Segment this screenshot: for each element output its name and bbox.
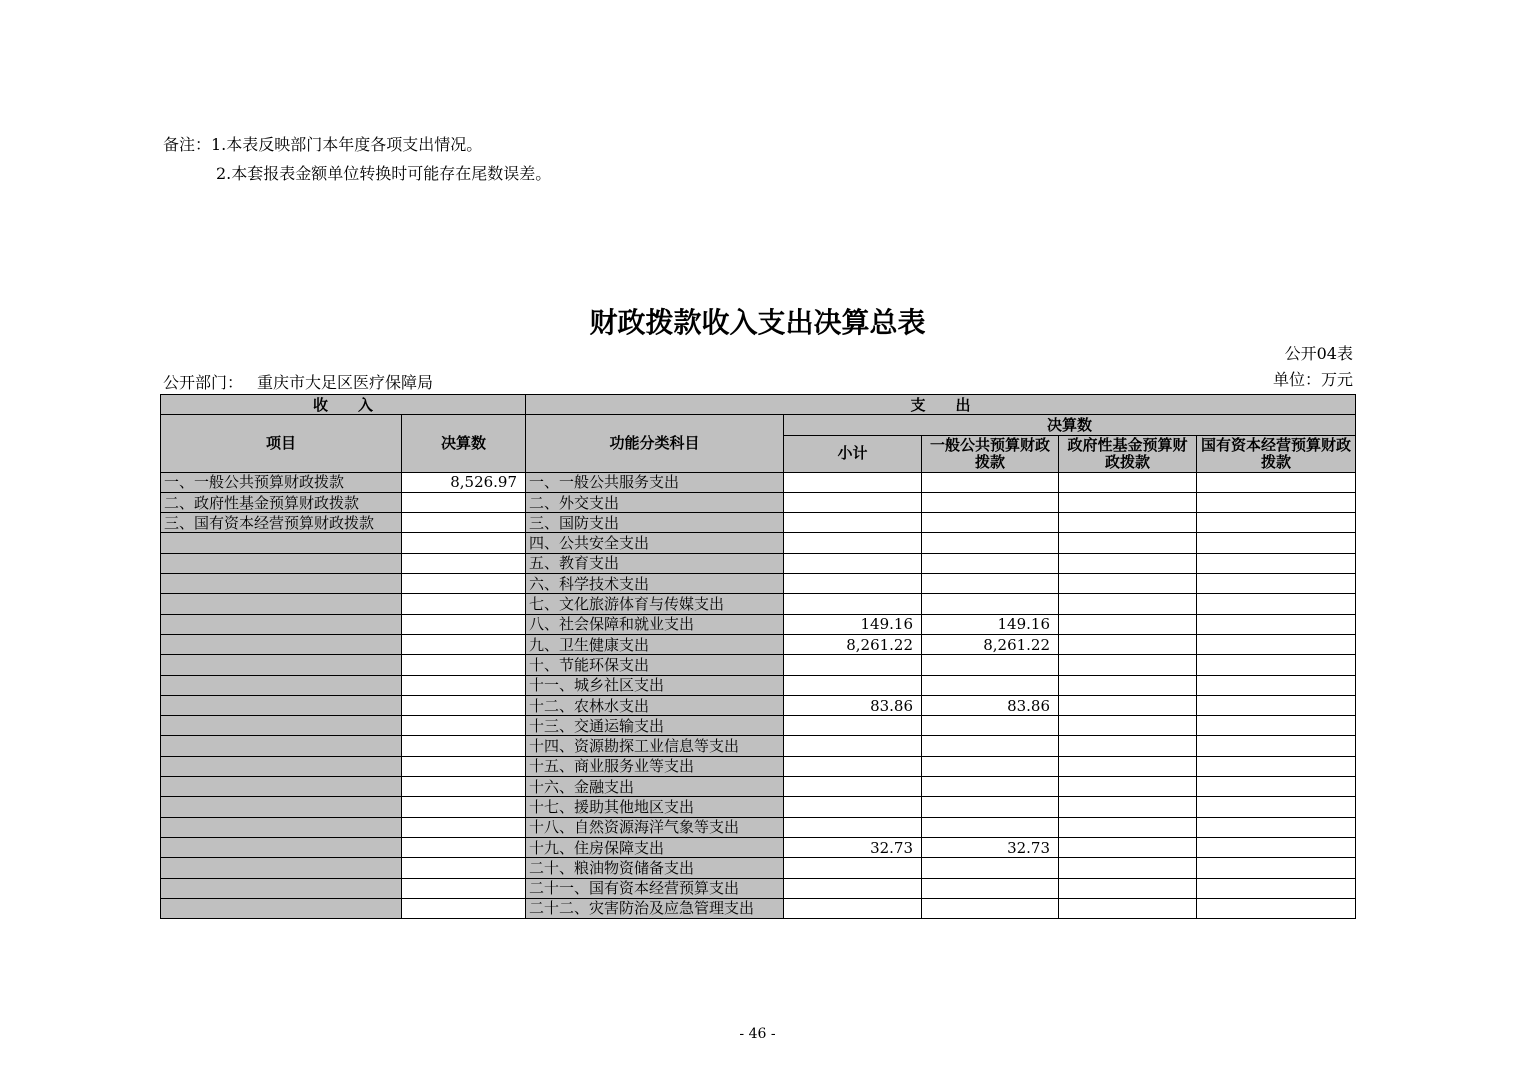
state-capital-cell [1197, 472, 1356, 492]
general-budget-cell [922, 797, 1059, 817]
header-income: 收 入 [161, 395, 526, 415]
table-row [161, 594, 1356, 614]
income-item-cell [161, 756, 402, 776]
table-row [161, 472, 1356, 492]
general-budget-cell: 8,261.22 [922, 634, 1059, 654]
table-row [161, 553, 1356, 573]
state-capital-cell [1197, 675, 1356, 695]
department-line [163, 373, 433, 393]
state-capital-cell [1197, 797, 1356, 817]
income-amount-cell [402, 553, 526, 573]
income-item-cell [161, 777, 402, 797]
category-cell: 五、教育支出 [526, 553, 784, 573]
header-state-capital: 国有资本经营预算财政拨款 [1197, 435, 1356, 472]
state-capital-cell [1197, 634, 1356, 654]
income-amount-cell [402, 797, 526, 817]
table-row [161, 614, 1356, 634]
state-capital-cell [1197, 574, 1356, 594]
general-budget-cell [922, 574, 1059, 594]
gov-fund-cell [1059, 574, 1197, 594]
income-amount-cell [402, 736, 526, 756]
income-item-cell [161, 675, 402, 695]
table-row [161, 675, 1356, 695]
state-capital-cell [1197, 533, 1356, 553]
subtotal-cell [784, 716, 922, 736]
category-cell: 八、社会保障和就业支出 [526, 614, 784, 634]
category-cell: 三、国防支出 [526, 513, 784, 533]
table-row [161, 634, 1356, 654]
category-cell: 十一、城乡社区支出 [526, 675, 784, 695]
gov-fund-cell [1059, 614, 1197, 634]
income-amount-cell: 8,526.97 [402, 472, 526, 492]
gov-fund-cell [1059, 756, 1197, 776]
general-budget-cell [922, 553, 1059, 573]
subtotal-cell [784, 736, 922, 756]
income-item-cell [161, 553, 402, 573]
general-budget-cell [922, 878, 1059, 898]
state-capital-cell [1197, 594, 1356, 614]
income-amount-cell [402, 513, 526, 533]
gov-fund-cell [1059, 634, 1197, 654]
category-cell: 六、科学技术支出 [526, 574, 784, 594]
gov-fund-cell [1059, 777, 1197, 797]
state-capital-cell [1197, 553, 1356, 573]
header-row-2 [161, 415, 1356, 435]
gov-fund-cell [1059, 797, 1197, 817]
income-item-cell: 二、政府性基金预算财政拨款 [161, 492, 402, 512]
category-cell: 十八、自然资源海洋气象等支出 [526, 817, 784, 837]
table-row [161, 655, 1356, 675]
income-item-cell [161, 634, 402, 654]
state-capital-cell [1197, 777, 1356, 797]
subtotal-cell [784, 675, 922, 695]
income-amount-cell [402, 574, 526, 594]
general-budget-cell [922, 513, 1059, 533]
state-capital-cell [1197, 492, 1356, 512]
note-line-2: 2.本套报表金额单位转换时可能存在尾数误差。 [216, 164, 552, 183]
subtotal-cell [784, 594, 922, 614]
table-row [161, 777, 1356, 797]
form-number: 公开04表 [1284, 344, 1353, 363]
general-budget-cell: 83.86 [922, 695, 1059, 715]
table-row [161, 898, 1356, 918]
subtotal-cell [784, 574, 922, 594]
income-item-cell [161, 574, 402, 594]
income-item-cell [161, 858, 402, 878]
table-row [161, 858, 1356, 878]
header-gov-fund: 政府性基金预算财政拨款 [1059, 435, 1197, 472]
subtotal-cell [784, 858, 922, 878]
category-cell: 十三、交通运输支出 [526, 716, 784, 736]
gov-fund-cell [1059, 513, 1197, 533]
category-cell: 二、外交支出 [526, 492, 784, 512]
income-amount-cell [402, 777, 526, 797]
department-value: 重庆市大足区医疗保障局 [257, 373, 434, 392]
table-row [161, 695, 1356, 715]
category-cell: 九、卫生健康支出 [526, 634, 784, 654]
income-amount-cell [402, 655, 526, 675]
gov-fund-cell [1059, 472, 1197, 492]
category-cell: 十七、援助其他地区支出 [526, 797, 784, 817]
income-item-cell [161, 898, 402, 918]
subtotal-cell [784, 472, 922, 492]
income-item-cell [161, 837, 402, 857]
state-capital-cell [1197, 614, 1356, 634]
category-cell: 十五、商业服务业等支出 [526, 756, 784, 776]
category-cell: 十二、农林水支出 [526, 695, 784, 715]
gov-fund-cell [1059, 695, 1197, 715]
header-final-amount: 决算数 [784, 415, 1356, 435]
page-title: 财政拨款收入支出决算总表 [589, 306, 926, 339]
state-capital-cell [1197, 513, 1356, 533]
subtotal-cell: 32.73 [784, 837, 922, 857]
state-capital-cell [1197, 898, 1356, 918]
gov-fund-cell [1059, 898, 1197, 918]
income-item-cell [161, 878, 402, 898]
income-amount-cell [402, 594, 526, 614]
header-row-1 [161, 395, 1356, 415]
category-cell: 七、文化旅游体育与传媒支出 [526, 594, 784, 614]
income-item-cell [161, 594, 402, 614]
category-cell: 一、一般公共服务支出 [526, 472, 784, 492]
income-amount-cell [402, 756, 526, 776]
general-budget-cell [922, 472, 1059, 492]
table-row [161, 837, 1356, 857]
state-capital-cell [1197, 878, 1356, 898]
header-general-budget: 一般公共预算财政拨款 [922, 435, 1059, 472]
general-budget-cell: 149.16 [922, 614, 1059, 634]
table-body [161, 472, 1356, 919]
income-amount-cell [402, 716, 526, 736]
state-capital-cell [1197, 756, 1356, 776]
gov-fund-cell [1059, 553, 1197, 573]
header-amount: 决算数 [402, 415, 526, 472]
general-budget-cell [922, 777, 1059, 797]
state-capital-cell [1197, 716, 1356, 736]
general-budget-cell: 32.73 [922, 837, 1059, 857]
subtotal-cell [784, 513, 922, 533]
header-item: 项目 [161, 415, 402, 472]
subtotal-cell: 8,261.22 [784, 634, 922, 654]
table-row [161, 574, 1356, 594]
subtotal-cell [784, 898, 922, 918]
subtotal-cell [784, 817, 922, 837]
general-budget-cell [922, 736, 1059, 756]
page-number: - 46 - [739, 1026, 776, 1042]
income-item-cell [161, 817, 402, 837]
subtotal-cell [784, 878, 922, 898]
state-capital-cell [1197, 695, 1356, 715]
table-row [161, 736, 1356, 756]
gov-fund-cell [1059, 594, 1197, 614]
gov-fund-cell [1059, 736, 1197, 756]
income-amount-cell [402, 492, 526, 512]
income-amount-cell [402, 614, 526, 634]
income-item-cell [161, 736, 402, 756]
state-capital-cell [1197, 736, 1356, 756]
state-capital-cell [1197, 837, 1356, 857]
gov-fund-cell [1059, 817, 1197, 837]
table-row [161, 492, 1356, 512]
table-row [161, 878, 1356, 898]
unit-label: 单位：万元 [1272, 370, 1353, 389]
general-budget-cell [922, 533, 1059, 553]
general-budget-cell [922, 716, 1059, 736]
state-capital-cell [1197, 817, 1356, 837]
department-label: 公开部门： [163, 373, 244, 392]
header-subtotal: 小计 [784, 435, 922, 472]
income-amount-cell [402, 634, 526, 654]
general-budget-cell [922, 858, 1059, 878]
income-amount-cell [402, 675, 526, 695]
category-cell: 四、公共安全支出 [526, 533, 784, 553]
header-expense: 支 出 [526, 395, 1356, 415]
state-capital-cell [1197, 655, 1356, 675]
income-amount-cell [402, 533, 526, 553]
category-cell: 十六、金融支出 [526, 777, 784, 797]
subtotal-cell: 83.86 [784, 695, 922, 715]
subtotal-cell: 149.16 [784, 614, 922, 634]
income-item-cell [161, 614, 402, 634]
gov-fund-cell [1059, 655, 1197, 675]
income-item-cell [161, 533, 402, 553]
gov-fund-cell [1059, 716, 1197, 736]
income-item-cell [161, 797, 402, 817]
category-cell: 二十、粮油物资储备支出 [526, 858, 784, 878]
income-item-cell: 一、一般公共预算财政拨款 [161, 472, 402, 492]
category-cell: 十、节能环保支出 [526, 655, 784, 675]
subtotal-cell [784, 553, 922, 573]
income-amount-cell [402, 898, 526, 918]
category-cell: 二十二、灾害防治及应急管理支出 [526, 898, 784, 918]
income-amount-cell [402, 878, 526, 898]
note-line-1: 备注：1.本表反映部门本年度各项支出情况。 [163, 135, 483, 154]
income-item-cell [161, 716, 402, 736]
table-row [161, 716, 1356, 736]
subtotal-cell [784, 777, 922, 797]
gov-fund-cell [1059, 675, 1197, 695]
income-item-cell [161, 695, 402, 715]
income-item-cell: 三、国有资本经营预算财政拨款 [161, 513, 402, 533]
table-row [161, 513, 1356, 533]
income-amount-cell [402, 837, 526, 857]
gov-fund-cell [1059, 533, 1197, 553]
gov-fund-cell [1059, 837, 1197, 857]
table-row [161, 533, 1356, 553]
category-cell: 十九、住房保障支出 [526, 837, 784, 857]
general-budget-cell [922, 655, 1059, 675]
general-budget-cell [922, 675, 1059, 695]
gov-fund-cell [1059, 858, 1197, 878]
general-budget-cell [922, 898, 1059, 918]
subtotal-cell [784, 756, 922, 776]
general-budget-cell [922, 594, 1059, 614]
state-capital-cell [1197, 858, 1356, 878]
income-amount-cell [402, 695, 526, 715]
income-item-cell [161, 655, 402, 675]
subtotal-cell [784, 797, 922, 817]
table-row [161, 817, 1356, 837]
gov-fund-cell [1059, 878, 1197, 898]
gov-fund-cell [1059, 492, 1197, 512]
table-row [161, 756, 1356, 776]
budget-table [160, 394, 1356, 919]
subtotal-cell [784, 533, 922, 553]
income-amount-cell [402, 858, 526, 878]
subtotal-cell [784, 655, 922, 675]
subtotal-cell [784, 492, 922, 512]
table-row [161, 797, 1356, 817]
income-amount-cell [402, 817, 526, 837]
category-cell: 十四、资源勘探工业信息等支出 [526, 736, 784, 756]
general-budget-cell [922, 492, 1059, 512]
general-budget-cell [922, 756, 1059, 776]
category-cell: 二十一、国有资本经营预算支出 [526, 878, 784, 898]
header-function-category: 功能分类科目 [526, 415, 784, 472]
general-budget-cell [922, 817, 1059, 837]
